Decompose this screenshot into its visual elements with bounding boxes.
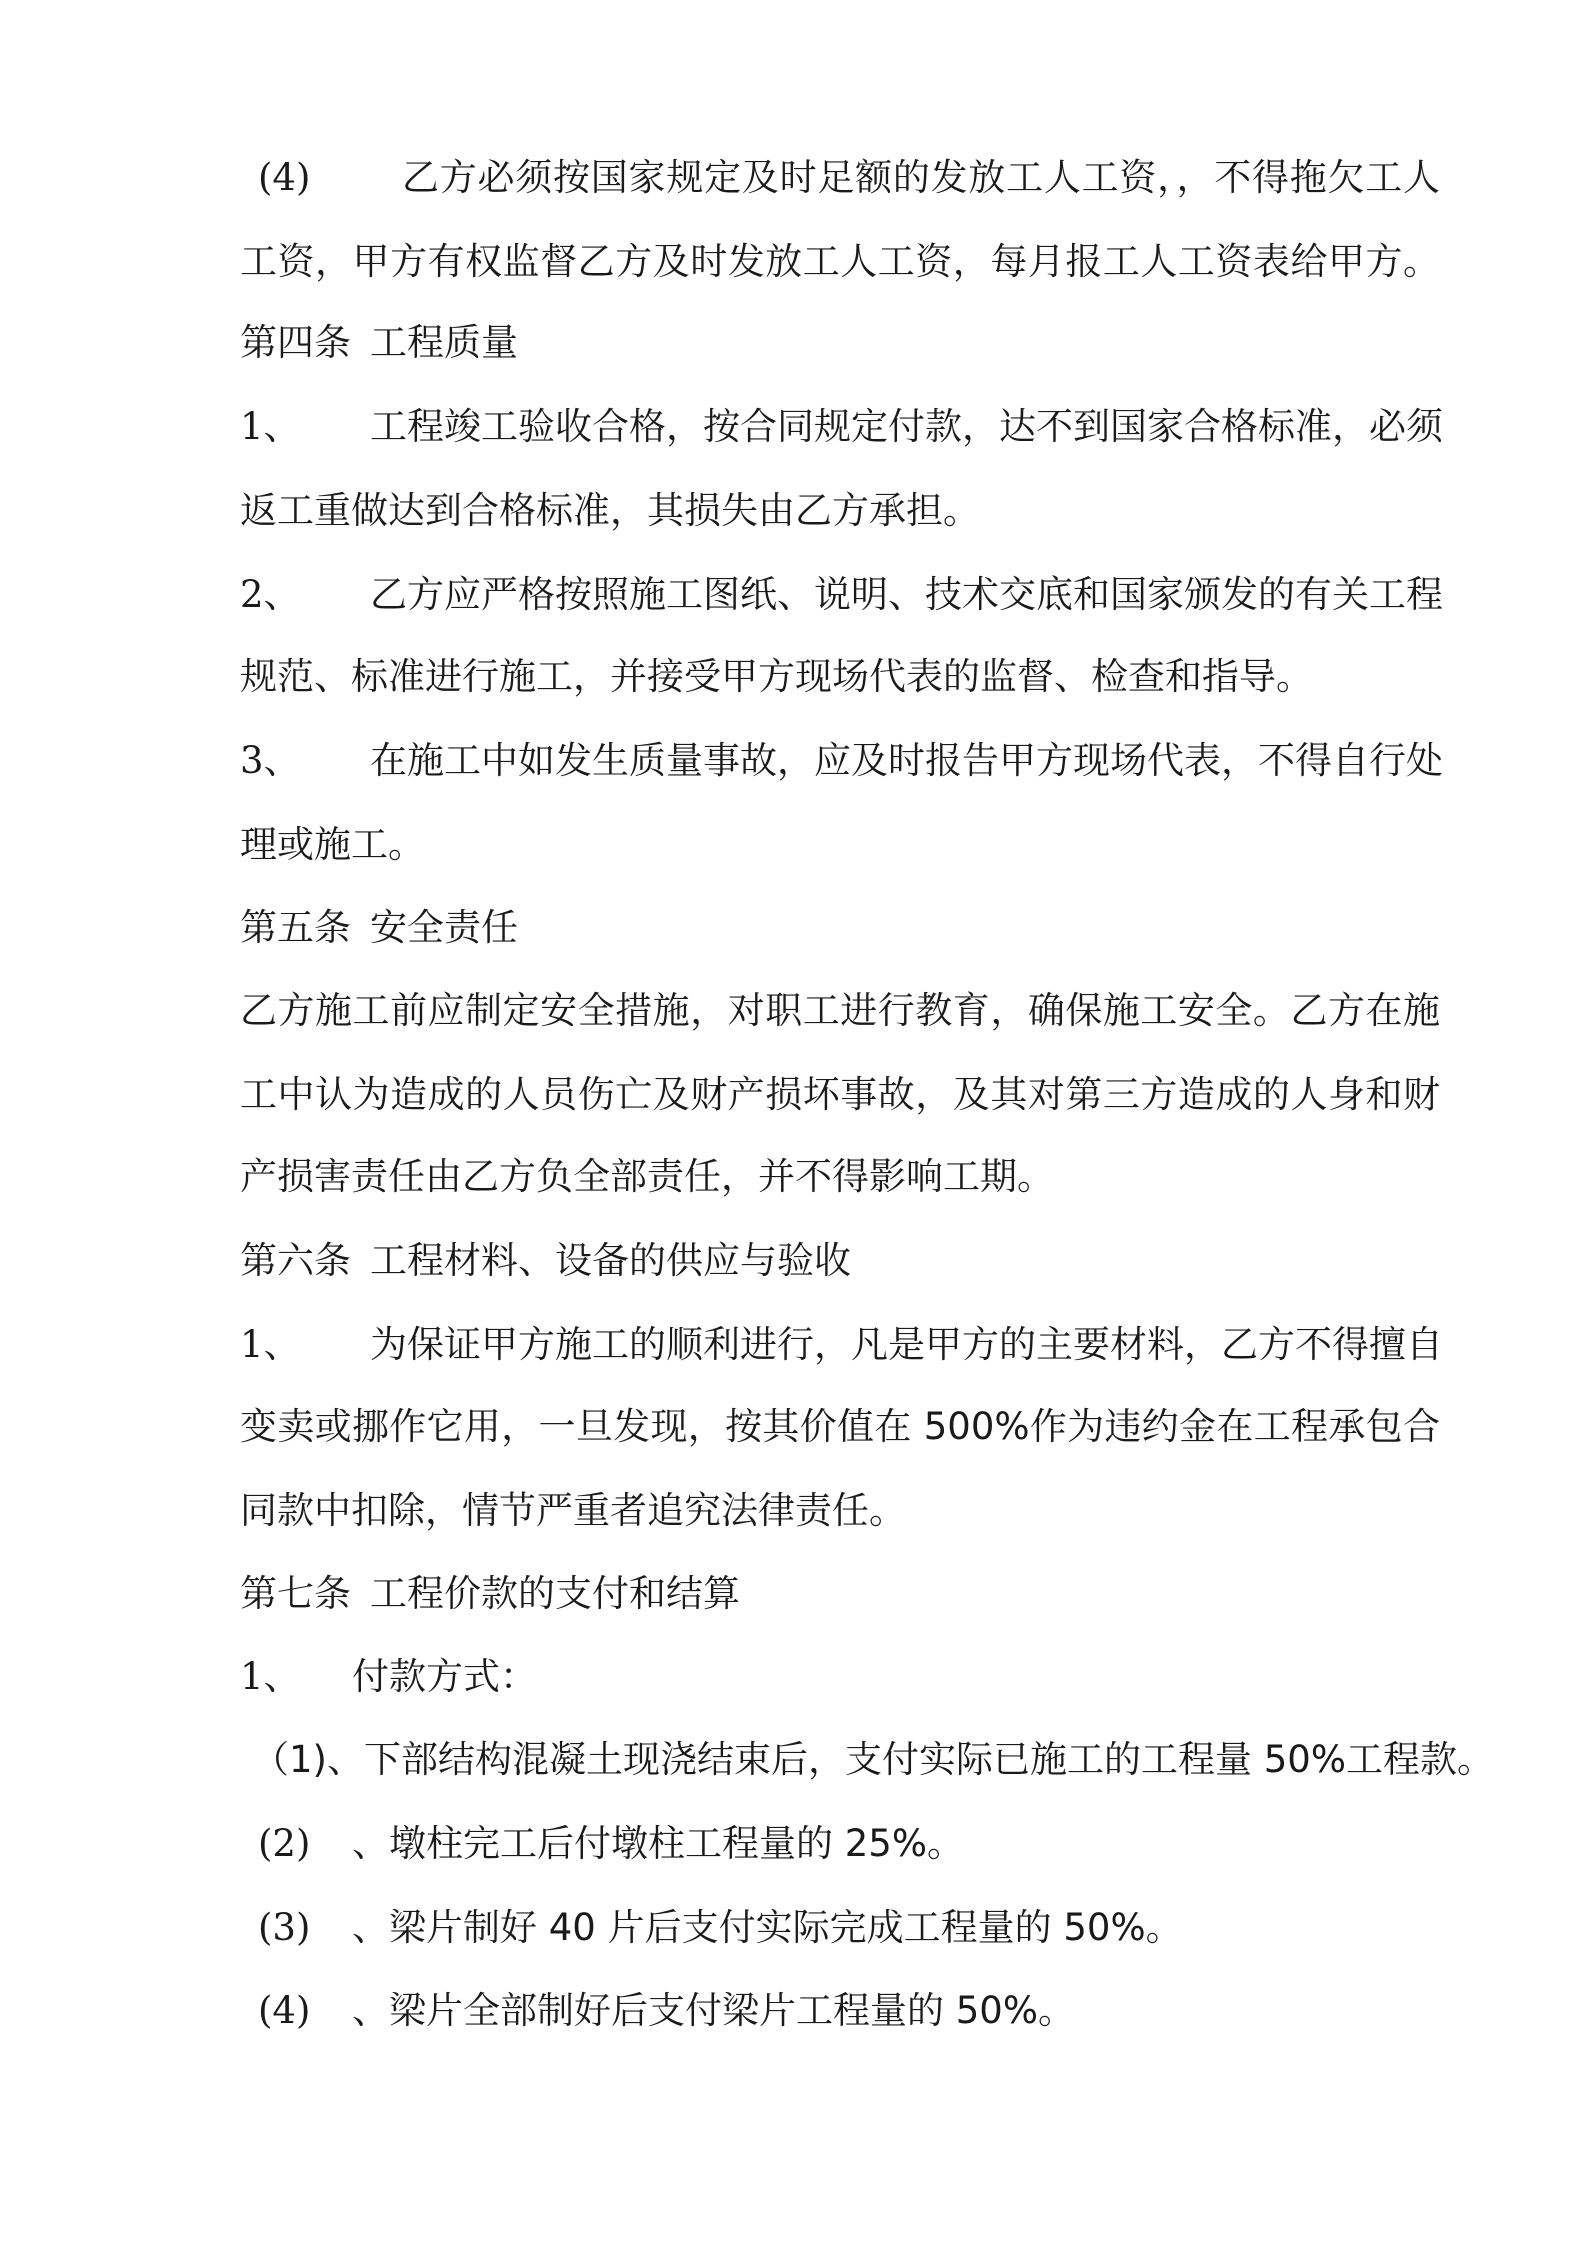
paragraph-line: 返工重做达到合格标准，其损失由乙方承担。 — [240, 489, 980, 532]
item-number: 3、 — [240, 739, 301, 782]
paragraph-line: 变卖或挪作它用，一旦发现，按其价值在 500%作为违约金在工程承包合 — [240, 1405, 1440, 1448]
payment-item: 、梁片制好 40 片后支付实际完成工程量的 50%。 — [352, 1906, 1183, 1949]
article-label: 第四条 — [240, 321, 351, 364]
paragraph-line: 规范、标准进行施工，并接受甲方现场代表的监督、检查和指导。 — [240, 655, 1313, 698]
article-label: 第六条 — [240, 1239, 351, 1282]
article-label: 第七条 — [240, 1572, 351, 1615]
item-number: 1、 — [240, 1655, 301, 1698]
paragraph-line: 产损害责任由乙方负全部责任，并不得影响工期。 — [240, 1155, 1054, 1198]
payment-item: 、梁片全部制好后支付梁片工程量的 50%。 — [352, 1989, 1075, 2032]
article-title: 工程价款的支付和结算 — [370, 1572, 740, 1615]
paragraph-line: 乙方应严格按照施工图纸、说明、技术交底和国家颁发的有关工程 — [370, 573, 1443, 616]
payment-number: (4) — [258, 1989, 311, 2032]
payment-item: （1)、下部结构混凝土现浇结束后，支付实际已施工的工程量 50%工程款。 — [252, 1738, 1494, 1781]
payment-number: (2) — [258, 1822, 311, 1865]
paragraph-line: 乙方施工前应制定安全措施，对职工进行教育，确保施工安全。乙方在施 — [240, 989, 1440, 1032]
payment-item: 、墩柱完工后付墩柱工程量的 25%。 — [352, 1822, 964, 1865]
paragraph-line: 在施工中如发生质量事故，应及时报告甲方现场代表，不得自行处 — [370, 739, 1443, 782]
paragraph-line: 同款中扣除，情节严重者追究法律责任。 — [240, 1489, 906, 1532]
payment-number: (3) — [258, 1906, 311, 1949]
paragraph-line: 工程竣工验收合格，按合同规定付款，达不到国家合格标准，必须 — [370, 405, 1443, 448]
article-title: 工程质量 — [370, 321, 518, 364]
item-number: 1、 — [240, 405, 301, 448]
article-title: 工程材料、设备的供应与验收 — [370, 1239, 851, 1282]
article-title: 安全责任 — [370, 906, 518, 949]
paragraph-line: 乙方必须按国家规定及时足额的发放工人工资，，不得拖欠工人 — [402, 156, 1440, 199]
article-label: 第五条 — [240, 906, 351, 949]
paragraph-line: 为保证甲方施工的顺利进行，凡是甲方的主要材料，乙方不得擅自 — [370, 1323, 1443, 1366]
paragraph-line: 工中认为造成的人员伤亡及财产损坏事故，及其对第三方造成的人身和财 — [240, 1073, 1440, 1116]
item-number: 1、 — [240, 1323, 301, 1366]
clause-number: (4) — [258, 156, 311, 199]
paragraph-line: 理或施工。 — [240, 823, 425, 866]
item-number: 2、 — [240, 573, 301, 616]
paragraph-line: 工资，甲方有权监督乙方及时发放工人工资，每月报工人工资表给甲方。 — [240, 240, 1440, 283]
paragraph-line: 付款方式： — [352, 1655, 537, 1698]
